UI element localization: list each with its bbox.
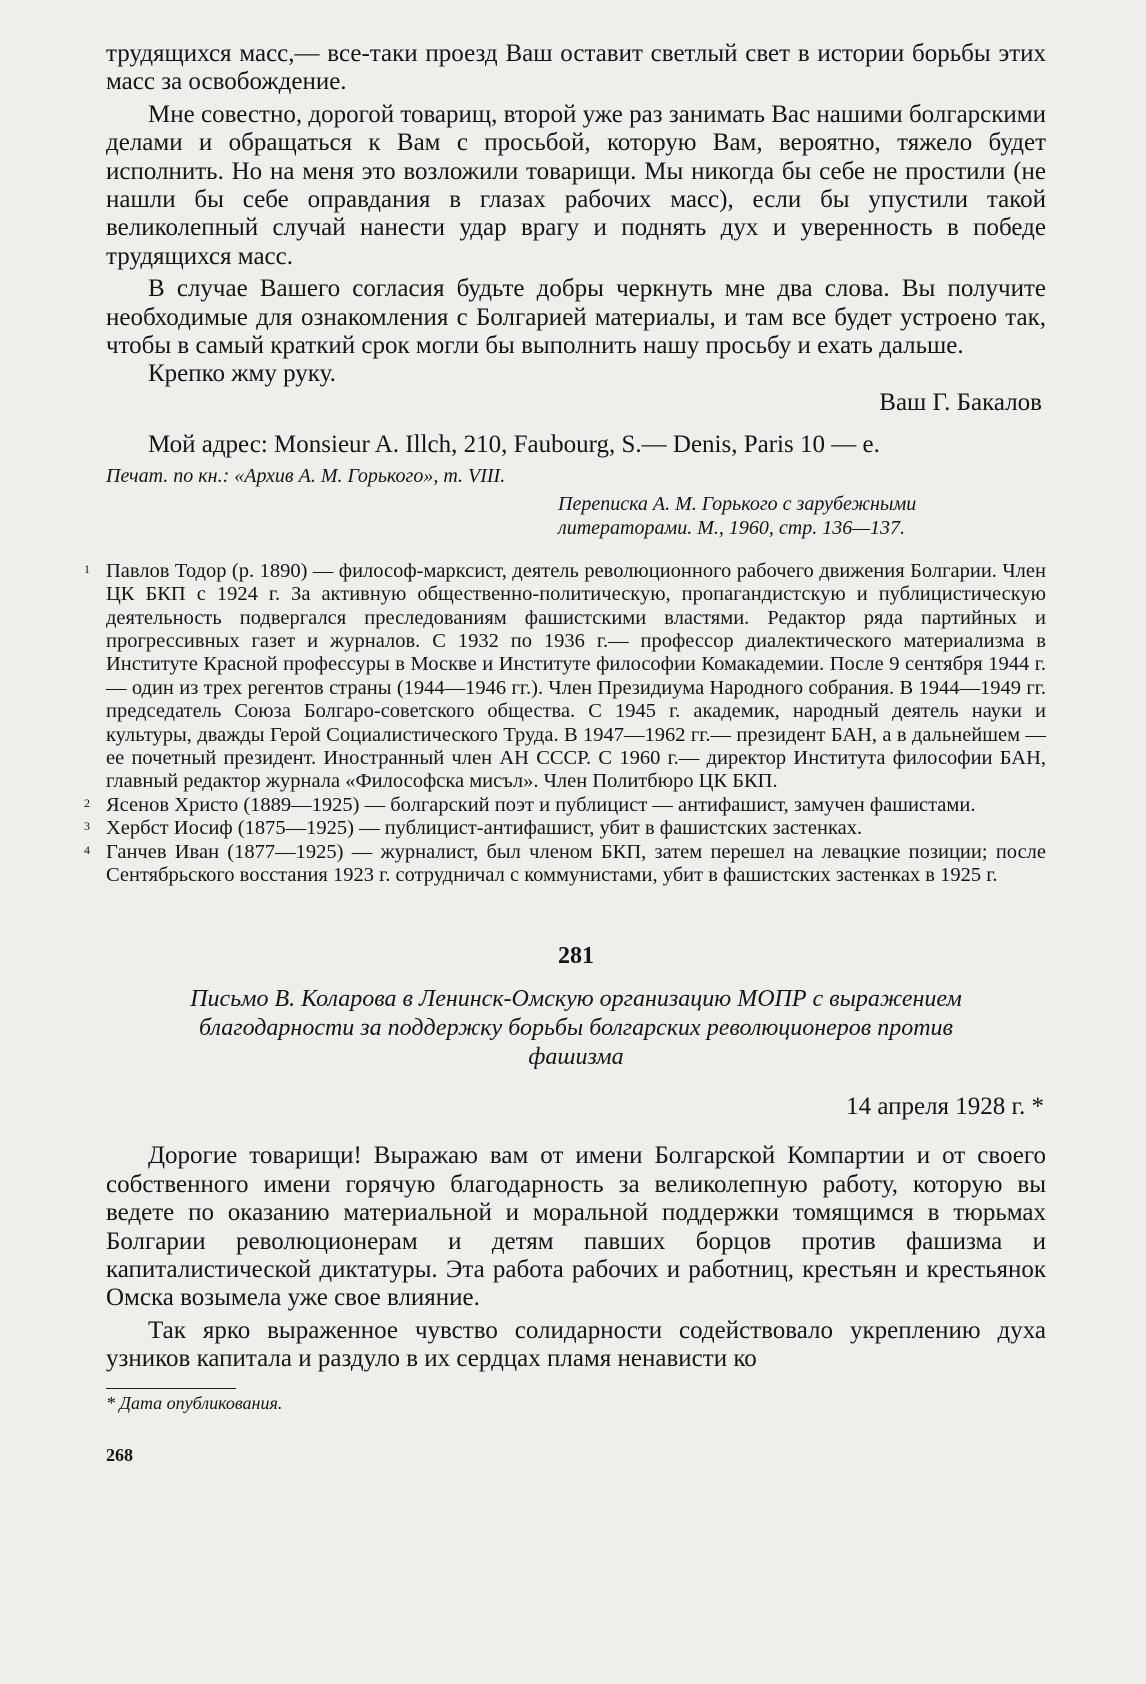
- book-page: [84, 40, 1046, 1466]
- signature: Ваш Г. Бакалов: [879, 388, 1042, 416]
- paragraph-closing: Крепко жму руку.: [148, 360, 336, 388]
- endnote-text: Ганчев Иван (1877—1925) — журналист, был членом БКП, затем перешел на левацкие позиции; после Сентябрьского восстания 1923 г. сотрудничал с коммунистами, убит в фашистских застенках в 1925 г.: [106, 840, 1046, 886]
- document-number: 281: [558, 943, 594, 970]
- letter-paragraph-gratitude: Дорогие товарищи! Выражаю вам от имени Болгарской Компартии и от своего собственного имени горячую благодарность за великолепную работу, которую вы ведете по оказанию материальной и моральной поддержки томящимся в тюрьмах Болгарии революционерам и детям павших борцов против фашизма и капиталистической диктатуры. Эта работа рабочих и работниц, крестьян и крестьянок Омска возымела уже свое влияние.: [106, 1142, 1046, 1312]
- paragraph-consent: В случае Вашего согласия будьте добры черкнуть мне два слова. Вы получите необходимые для ознакомления с Болгарией материалы, и там все будет устроено так, чтобы в самый краткий срок могли бы выполнить нашу просьбу и ехать дальше.: [106, 275, 1046, 360]
- endnote-number: 4: [84, 842, 90, 857]
- endnote: [84, 559, 1046, 794]
- endnote-number: 3: [84, 819, 90, 834]
- endnote: [84, 817, 1046, 840]
- continuation-text: трудящихся масс,— все-таки проезд Ваш оставит светлый свет в истории борьбы этих масс за освобождение.: [106, 40, 1046, 96]
- letter-paragraph-solidarity: Так ярко выраженное чувство солидарности содействовало укреплению духа узников капитала и раздуло в их сердцах пламя ненависти ко: [106, 1316, 1046, 1373]
- endnotes: [84, 559, 1046, 888]
- page-number: 268: [106, 1444, 133, 1465]
- sender-address: Мой адрес: Monsieur A. Illch, 210, Faubourg, S.— Denis, Paris 10 — e.: [148, 431, 880, 459]
- footnote: * Дата опубликования.: [106, 1392, 283, 1413]
- paragraph-request: Мне совестно, дорогой товарищ, второй уже раз занимать Вас нашими болгарскими делами и обращаться к Вам с просьбой, которую Вам, вероятно, тяжело будет исполнить. Но на меня это возложили товарищи. Мы никогда бы себе не простили (не нашли бы себе оправдания в глазах рабочих масс), если бы упустили такой великолепный случай нанести удар врагу и поднять дух и уверенность в победе трудящихся масс.: [106, 100, 1046, 270]
- endnote-text: Павлов Тодор (р. 1890) — философ-марксист, деятель революционного рабочего движения Болгарии. Член ЦК БКП с 1924 г. За активную общественно-политическую, пропагандистскую и публицистическую деятельность подвергался преследованиям фашистскими властями. Редактор ряда партийных и прогрессивных газет и журналов. С 1932 по 1936 г.— профессор диалектического материализма в Институте Красной профессуры в Москве и Институте философии Комакадемии. После 9 сентября 1944 г.— один из трех регентов страны (1944—1946 гг.). Член Президиума Народного собрания. В 1944—1949 гг. председатель Союза Болгаро-советского общества. С 1945 г. академик, народный деятель науки и культуры, дважды Герой Социалистического Труда. В 1947—1962 гг.— президент БАН, а в дальнейшем — ее почетный президент. Иностранный член АН СССР. С 1960 г.— директор Института философии БАН, главный редактор журнала «Философска мисъл». Член Политбюро ЦК БКП.: [106, 559, 1046, 793]
- endnote-number: 2: [84, 795, 90, 810]
- endnote-number: 1: [84, 561, 90, 576]
- endnote-text: Ясенов Христо (1889—1925) — болгарский поэт и публицист — антифашист, замучен фашистами.: [106, 793, 976, 816]
- source-print-line: Печат. по кн.: «Архив А. М. Горького», т. VIII.: [106, 464, 506, 487]
- endnote-text: Хербст Иосиф (1875—1925) — публицист-антифашист, убит в фашистских застенках.: [106, 817, 863, 840]
- footnote-divider: [106, 1388, 236, 1389]
- endnote: [84, 840, 1046, 888]
- document-title: Письмо В. Коларова в Ленинск-Омскую организацию МОПР с выражением благодарности за поддержку борьбы болгарских революционеров против фашизма: [190, 986, 962, 1071]
- source-reference: Переписка А. М. Горького с зарубежными литераторами. М., 1960, стр. 136—137.: [558, 492, 917, 539]
- document-date: 14 апреля 1928 г. *: [846, 1093, 1044, 1121]
- endnote: [84, 793, 1046, 817]
